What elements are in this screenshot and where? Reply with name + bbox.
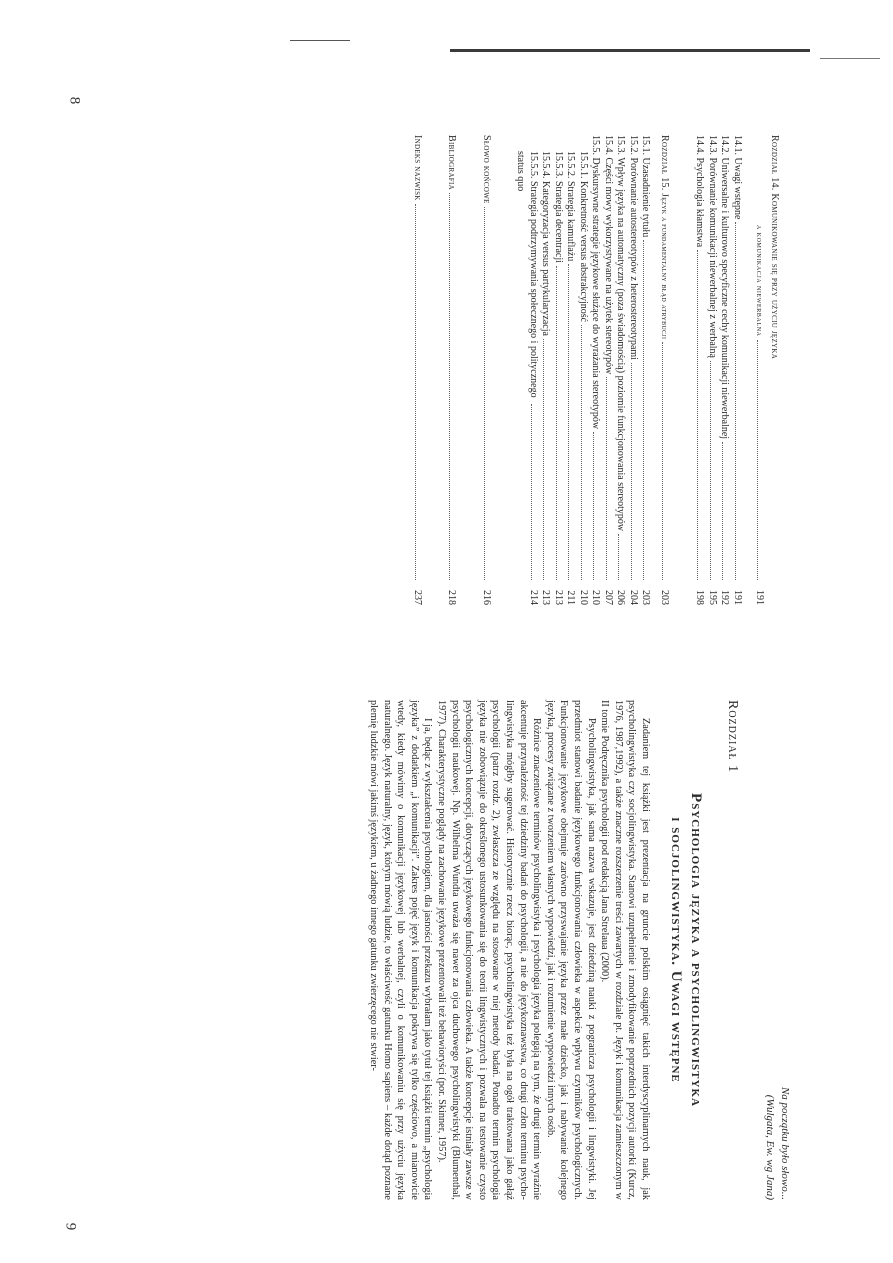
toc-item[interactable]: 14.4. Psychologia kłamstwa 198 [694, 135, 706, 605]
toc-chapter-14[interactable] [768, 135, 781, 605]
toc-page: 191 [754, 590, 766, 605]
scan-line-left [290, 40, 350, 41]
motto-source: (Wulgata, Ew. wg Jana) [764, 1094, 776, 1200]
motto-line-1: Na początku było słowo... [779, 1086, 791, 1200]
toc-item[interactable]: 14.1. Uwagi wstępne 191 [732, 135, 743, 605]
paragraph-1: Zadaniem tej książki jest prezentacja na gruncie polskim osiągnięć takich interdyscyplinarnych nauk, jak psycholingwistyka czy socjolingwistyka. Stanowi uzupełnienie i zmodyfikowanie poprzednich pozycji autorki (Kurcz, 1976, 1987,1992), a także znaczne rozszerzenie treści zawartych w rozdziale pt. Język i komunikacja zamieszczonym w II tomie Podręcznika psychologii pod redakcją Jana Strelaua (2000). [599, 700, 651, 1200]
toc-item[interactable]: 14.2. Uniwersalne i kulturowo specyficzne cechy komunikacji niewerbalnej 192 [719, 135, 731, 605]
toc-item[interactable]: 15.3. Wpływ języka na automatyczny (poza świadomością) poziomie funkcjonowania stereotypów 206 [615, 135, 627, 605]
paragraph-2: Psycholingwistyka, jak sama nazwa wskazuje, jest dziedziną nauki z pogranicza psychologii i lingwistyki. Jej przedmiot stanowi badanie językowego funkcjonowania człowieka w aspekcie wpływu czynników psychologicznych. Funkcjonowanie językowe obejmuje zarówno przyswajanie języka przez małe dziecko, jak i nabywanie kolejnego języka, procesy związane z tworzeniem własnych wypowiedzi, jak i rozumienie wypowiedzi innych osób. [544, 700, 597, 1200]
toc-dots [758, 340, 759, 580]
toc-chapter-15[interactable]: Rozdział 15. Język a fundamentalny błąd atrybucji 203 [659, 135, 670, 605]
toc-item[interactable]: 15.2. Porównanie autostereotypów z heterostereotypami 204 [628, 135, 639, 605]
toc-slowo-koncowe[interactable]: Słowo końcowe 216 [481, 135, 492, 605]
paragraph-4: I ja, będąc z wykształcenia psychologiem, dla jasności przekazu wybrałam jako tytuł tej książki termin „psychologia języka” z dodatkiem „i komunikacji”. Zakres pojęć język i komunikacja pokrywa się tylko częściowo, a mianowicie wtedy, kiedy mówimy o komunikacji językowej lub werbalnej, czyli o komunikowaniu się przy użyciu języka naturalnego. Język naturalny, język, którym mówią ludzie, to właściwość gatunku Homo sapiens – każde dotąd poznane plemię ludzkie mówi jakimś językiem, u żadnego innego gatunku zwierzęcego nie stwier- [368, 700, 434, 1200]
chapter-label: Rozdział 1 [725, 700, 740, 774]
toc-chapter-14-title: Komunikowanie się przy użyciu języka [769, 193, 780, 360]
toc-item[interactable]: 15.5.4. Kategoryzacja versus partykularyzacja 213 [540, 151, 552, 605]
toc-item[interactable]: 15.5.1. Konkretność versus abstrakcyjność 210 [578, 151, 589, 605]
toc-item[interactable]: 15.5.3. Strategia decentracji 213 [553, 151, 564, 605]
scan-line-top [450, 49, 810, 52]
scan-line-right [820, 58, 880, 59]
toc-chapter-14-subtitle: a komunikacja niewerbalna [755, 225, 766, 337]
table-of-contents [360, 135, 780, 605]
toc-bibliografia[interactable]: Bibliografia 218 [446, 135, 458, 605]
toc-item[interactable]: 15.5.5. Strategia podtrzymywania społecznego i politycznego status quo 214 [515, 151, 539, 605]
toc-indeks-nazwisk[interactable]: Indeks nazwisk 237 [412, 135, 423, 605]
toc-chapter-15-prefix: Rozdział 15. [659, 135, 670, 191]
toc-chapter-15-title: Język a fundamentalny błąd atrybucji [660, 193, 670, 340]
chapter-title-line-1: Psychologia języka a psycholingwistyka [688, 793, 704, 1107]
toc-item[interactable]: 15.5.2. Strategia kamuflażu 211 [565, 151, 577, 605]
toc-item[interactable]: 15.5. Dyskursywne strategie językowe służące do wyrażania stereotypów 210 [590, 135, 602, 605]
toc-item[interactable]: 14.3. Porównanie komunikacji niewerbalnej z werbalną 195 [707, 135, 718, 605]
toc-chapter-14-subtitle-row [748, 135, 768, 605]
toc-item[interactable]: 15.1. Uzasadnienie tytułu 203 [640, 135, 652, 605]
page-number-left: 8 [66, 96, 83, 105]
chapter-title [666, 700, 706, 1200]
toc-chapter-14-prefix: Rozdział 14. [769, 135, 780, 191]
paragraph-3: Różnice znaczeniowe terminów psycholingwistyka i psychologia języka polegają na tym, że drugi termin wyraźnie akcentuje przynależność tej dziedziny badań do psychologii, a nie do językoznawstwa, co drugi człon terminu psycho-lingwistyka mógłby sugerować. Historycznie rzecz biorąc, psycholingwistyka też była na ogół traktowana jako gałąź psychologii (patrz rozdz. 2), zwłaszcza ze względu na stosowane w niej metody badań. Ponadto termin psychologia języka nie zobowiązuje do określonego ustosunkowania się do teorii lingwistycznych i pozwala na testowanie czysto psychologicznych koncepcji, dotyczących językowego funkcjonowania człowieka. A także koncepcje istniały zawsze w psychologii naukowej. Np. Wilhelma Wundta uważa się nawet za ojca duchowego psycholingwistyki (Blumenthal, 1977). Charakterystyczne poglądy na zachowanie językowe prezentowali też behawioryści (por. Skinner, 1957). [436, 700, 543, 1200]
toc-item[interactable]: 15.4. Części mowy wykorzystywane na użytek stereotypów 207 [603, 135, 614, 605]
chapter-page [72, 700, 792, 1200]
chapter-title-line-2: i socjolingwistyka. Uwagi wstępne [668, 817, 684, 1083]
page-number-right: 9 [62, 1222, 79, 1231]
